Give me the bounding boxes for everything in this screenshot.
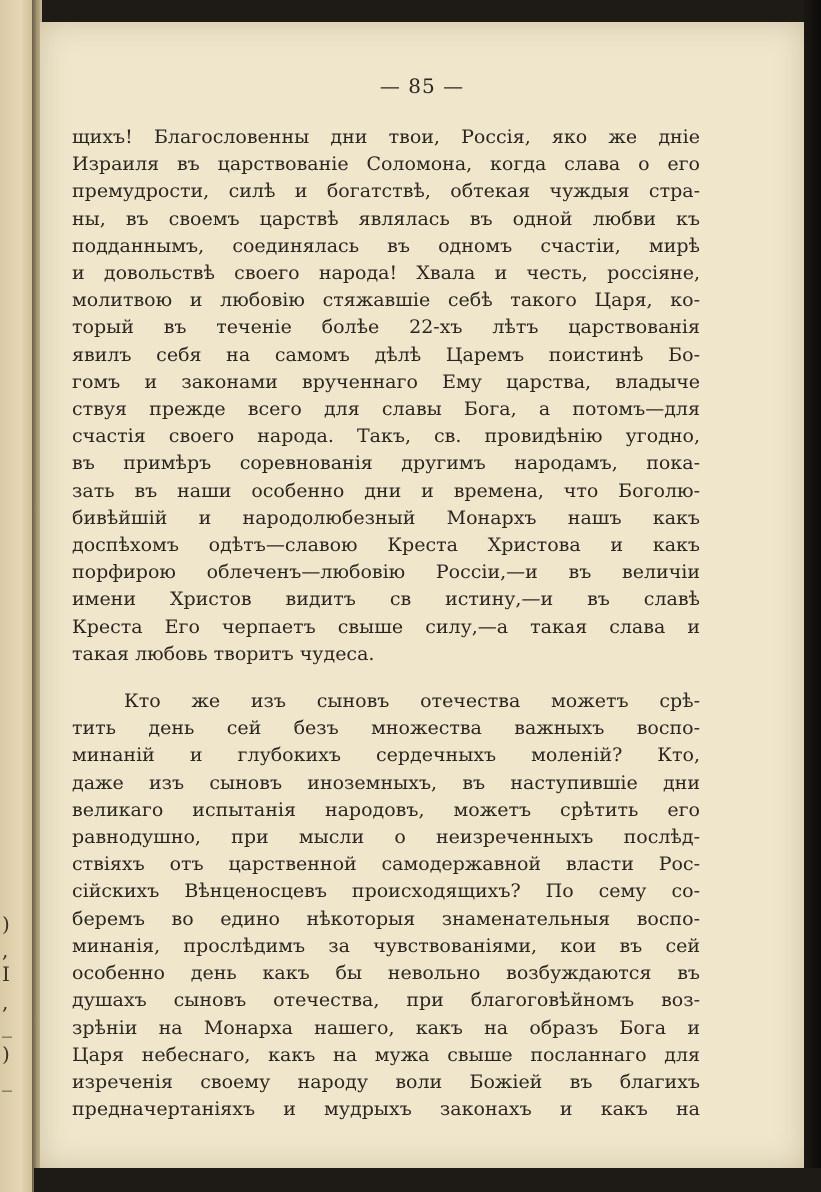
text-line: въ примѣръ соревнованія другимъ народамъ, пока- xyxy=(72,452,700,475)
text-line: зать въ наши особенно дни и времена, что Боголю- xyxy=(72,479,700,502)
scan-top-edge xyxy=(34,0,821,22)
previous-page-mark: _ xyxy=(2,1014,12,1038)
text-line: доспѣхомъ одѣтъ—славою Креста Христова и какъ xyxy=(72,534,700,557)
paragraph-1 xyxy=(72,124,700,668)
text-line: Израиля въ царствованіе Соломона, когда слава о его xyxy=(72,153,700,176)
scan-right-edge xyxy=(804,0,821,1192)
paragraph-gap xyxy=(72,668,700,688)
text-line: тить день сей безъ множества важныхъ воспо- xyxy=(72,717,700,740)
text-line: порфирою облеченъ—любовію Россіи,—и въ величіи xyxy=(72,561,700,584)
text-line: Креста Его черпаетъ свыше силу,—а такая слава и xyxy=(72,615,700,638)
text-line: предначертаніяхъ и мудрыхъ законахъ и какъ на xyxy=(72,1098,700,1121)
text-line: душахъ сыновъ отечества, при благоговѣйномъ воз- xyxy=(72,989,700,1012)
scan-bottom-edge xyxy=(34,1168,821,1192)
previous-page-mark: ) xyxy=(2,912,10,936)
text-line: молитвою и любовію стяжавшіе себѣ такого Царя, ко- xyxy=(72,289,700,312)
previous-page-mark: І xyxy=(2,962,10,986)
text-line: изреченія своему народу воли Божіей въ благихъ xyxy=(72,1070,700,1093)
text-line: ны, въ своемъ царствѣ являлась въ одной любви къ xyxy=(72,207,700,230)
text-line: счастія своего народа. Такъ, св. провидѣнію угодно, xyxy=(72,425,700,448)
text-line: Царя небеснаго, какъ на мужа свыше посланнаго для xyxy=(72,1043,700,1066)
previous-page-edge xyxy=(0,0,34,1192)
text-line: имени Христов видитъ св истину,—и въ славѣ xyxy=(72,588,700,611)
paragraph-2 xyxy=(72,688,700,1123)
text-line: премудрости, силѣ и богатствѣ, обтекая чуждыя стра- xyxy=(72,180,700,203)
text-line: великаго испытанія народовъ, можетъ срѣтить его xyxy=(72,798,700,821)
text-line: Кто же изъ сыновъ отечества можетъ срѣ- xyxy=(124,690,700,713)
text-line: такая любовь творитъ чудеса. xyxy=(72,642,375,665)
text-line: зрѣніи на Монарха нашего, какъ на образъ Бога и xyxy=(72,1016,700,1039)
text-line: беремъ во едино нѣкоторыя знаменательныя воспо- xyxy=(72,907,700,930)
text-line: явилъ себя на самомъ дѣлѣ Царемъ поистинѣ Бо- xyxy=(72,343,700,366)
text-line: ствуя прежде всего для славы Бога, а потомъ—для xyxy=(72,398,700,421)
text-line: гомъ и законами врученнаго Ему царства, владыче xyxy=(72,370,700,393)
previous-page-mark: ) xyxy=(2,1042,10,1066)
text-line: щихъ! Благословенны дни твои, Россія, яко же дніе xyxy=(72,126,700,148)
text-line: и довольствѣ своего народа! Хвала и честь, россіяне, xyxy=(72,262,700,285)
text-line: минаній и глубокихъ сердечныхъ моленій? Кто, xyxy=(72,744,700,767)
page-number: — 85 — xyxy=(379,74,465,98)
text-line: подданнымъ, соединялась въ одномъ счастіи, мирѣ xyxy=(72,234,700,257)
text-line: даже изъ сыновъ иноземныхъ, въ наступившіе дни xyxy=(72,771,700,794)
book-page xyxy=(40,22,804,1168)
text-line: бивѣйшій и народолюбезный Монархъ нашъ какъ xyxy=(72,506,700,529)
previous-page-mark: , xyxy=(2,990,9,1014)
page-body xyxy=(72,124,700,1123)
text-line: равнодушно, при мысли о неизреченныхъ послѣд- xyxy=(72,826,700,849)
text-line: ствіяхъ отъ царственной самодержавной власти Рос- xyxy=(72,853,700,876)
text-line: сійскихъ Вѣнценосцевъ происходящихъ? По сему со- xyxy=(72,880,700,903)
text-line: торый въ теченіе болѣе 22-хъ лѣтъ царствованія xyxy=(72,316,700,339)
previous-page-mark: _ xyxy=(2,1068,12,1092)
previous-page-mark: , xyxy=(2,938,9,962)
text-line: особенно день какъ бы невольно возбуждаются въ xyxy=(72,962,700,985)
text-line: минанія, прослѣдимъ за чувствованіями, кои въ сей xyxy=(72,934,700,957)
